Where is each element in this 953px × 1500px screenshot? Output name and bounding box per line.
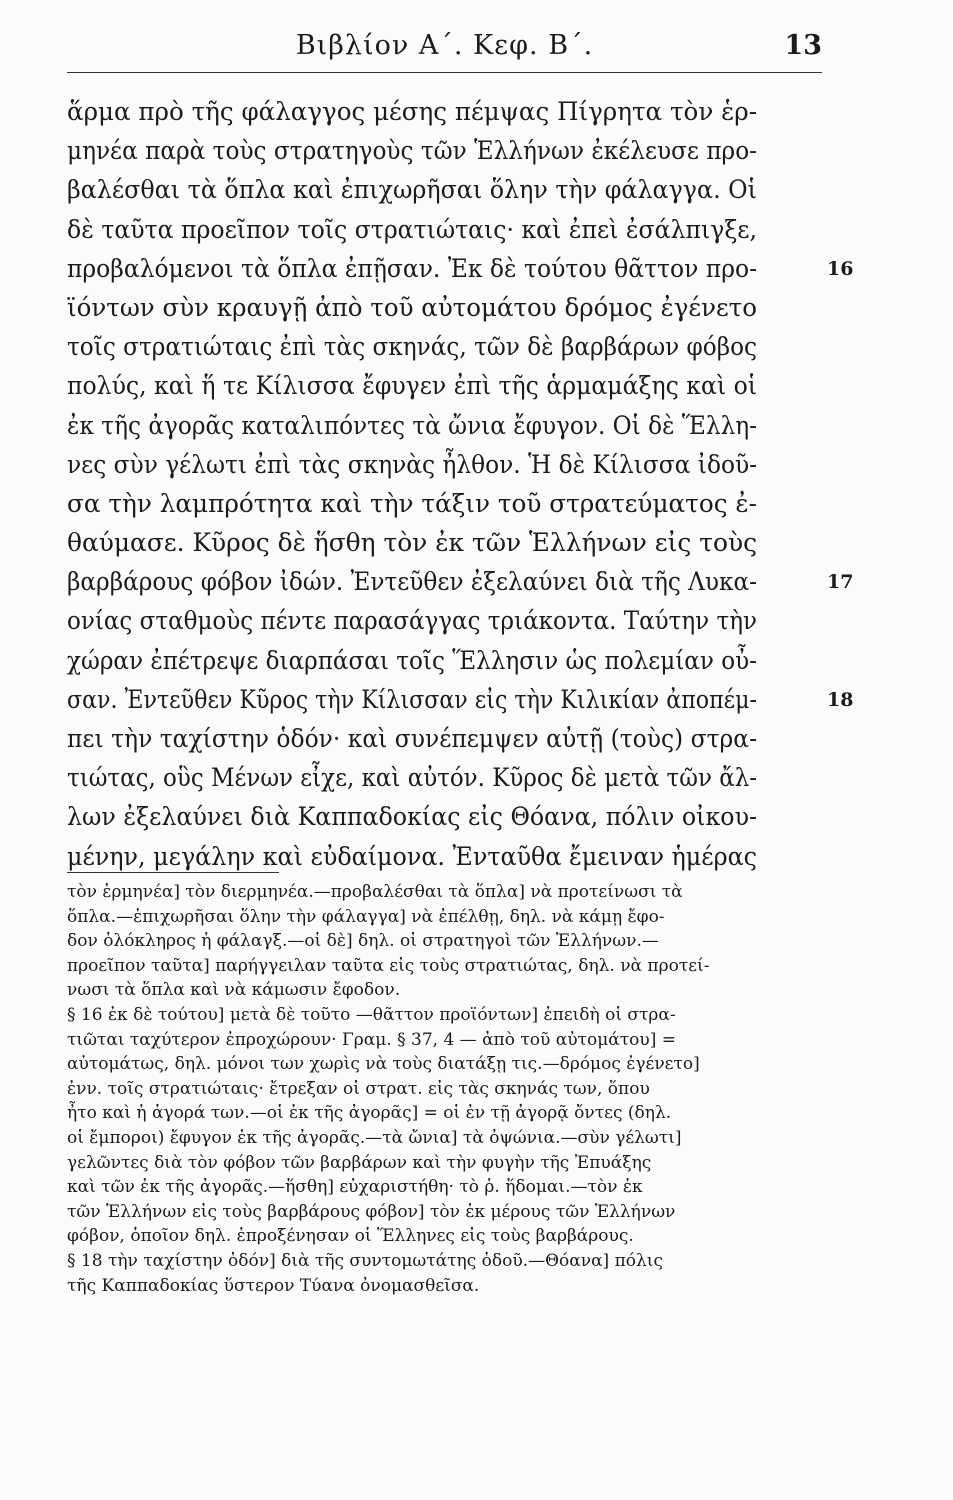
footnote-line [67,1249,822,1274]
text-line-content: μηνέα παρὰ τοὺς στρατηγοὺς τῶν Ἑλλήνων ἐκέλευσε προ- [67,136,757,167]
footnote-line-content: καὶ τῶν ἐκ τῆς ἀγορᾶς.—ἥσθη] εὐχαριστήθη· τὸ ῥ. ἥδομαι.—τὸν ἐκ [67,1177,643,1198]
text-line [67,563,854,602]
text-line-content: λων ἐξελαύνει διὰ Καππαδοκίας εἰς Θόανα, πόλιν οἰκου- [67,802,757,833]
footnote-line [67,1274,822,1299]
text-line-content: μένην, μεγάλην καὶ εὐδαίμονα. Ἐνταῦθα ἔμειναν ἡμέρας [67,841,757,872]
text-line [67,93,822,132]
text-line-content: προβαλόμενοι τὰ ὅπλα ἐπῇσαν. Ἐκ δὲ τούτου θᾶττον προ- [67,253,757,284]
footnote-line-content: δον ὁλόκληρος ἡ φάλαγξ.—οἱ δὲ] δηλ. οἱ στρατηγοὶ τῶν Ἑλλήνων.— [67,931,659,952]
footnote-line-content: § 16 ἐκ δὲ τούτου] μετὰ δὲ τοῦτο —θᾶττον προϊόντων] ἐπειδὴ οἱ στρα- [67,1004,676,1025]
section-number: 18 [827,688,854,711]
text-line-content: πολύς, καὶ ἥ τε Κίλισσα ἔφυγεν ἐπὶ τῆς ἁρμαμάξης καὶ οἱ [67,371,757,402]
text-line-content: ονίας σταθμοὺς πέντε παρασάγγας τριάκοντα. Ταύτην τὴν [67,606,757,637]
text-line [67,485,822,524]
footnote-line-content: τῆς Καππαδοκίας ὕστερον Τύανα ὀνομασθεῖσα. [67,1275,480,1296]
footnote-line [67,929,822,954]
page-header [67,28,822,68]
text-line-content: θαύμασε. Κῦρος δὲ ἥσθη τὸν ἐκ τῶν Ἑλλήνων εἰς τοὺς [67,528,757,559]
text-line-content: βαλέσθαι τὰ ὅπλα καὶ ἐπιχωρῆσαι ὅλην τὴν φάλαγγα. Οἱ [67,175,757,206]
text-line [67,446,822,485]
text-line [67,407,822,446]
running-head: Βιβλίον Α΄. Κεφ. Β΄. [295,30,594,61]
text-line [67,171,822,210]
text-line [67,524,822,563]
header-rule [67,72,822,73]
main-text [67,93,854,877]
text-line [67,289,822,328]
footnote-line-content: αὐτομάτως, δηλ. μόνοι των χωρὶς νὰ τοὺς διατάξῃ τις.—δρόμος ἐγένετο] [67,1054,700,1075]
text-line-content: ϊόντων σὺν κραυγῇ ἀπὸ τοῦ αὐτομάτου δρόμος ἐγένετο [67,292,757,323]
text-line-content: ἐκ τῆς ἀγορᾶς καταλιπόντες τὰ ὤνια ἔφυγον. Οἱ δὲ Ἕλλη- [67,410,757,441]
text-line-content: τιώτας, οὓς Μένων εἶχε, καὶ αὐτόν. Κῦρος δὲ μετὰ τῶν ἄλ- [67,763,757,794]
footnote-line-content: γελῶντες διὰ τὸν φόβον τῶν βαρβάρων καὶ τὴν φυγὴν τῆς Ἐπυάξης [67,1152,652,1173]
text-line-content: δὲ ταῦτα προεῖπον τοῖς στρατιώταις· καὶ ἐπεὶ ἐσάλπιγξε, [67,214,757,245]
footnote-line [67,1101,822,1126]
footnote-line-content: ὅπλα.—ἐπιχωρῆσαι ὅλην τὴν φάλαγγα] νὰ ἐπέλθῃ, δηλ. νὰ κάμῃ ἔφο- [67,906,665,927]
footnote-line [67,1077,822,1102]
footnote-line [67,1028,822,1053]
footnote-line [67,954,822,979]
text-line [67,681,854,720]
footnote-line [67,880,822,905]
text-line [67,211,822,250]
section-number: 17 [827,571,854,594]
page-number: 13 [784,30,822,61]
footnote-line-content: § 18 τὴν ταχίστην ὁδόν] διὰ τῆς συντομωτάτης ὁδοῦ.—Θόανα] πόλις [67,1250,663,1271]
text-line-content: σα τὴν λαμπρότητα καὶ τὴν τάξιν τοῦ στρατεύματος ἐ- [67,488,757,519]
text-line [67,798,822,837]
text-line-content: χώραν ἐπέτρεψε διαρπάσαι τοῖς Ἕλλησιν ὡς πολεμίαν οὖ- [67,645,757,676]
footnote-separator [67,872,279,873]
footnotes [67,880,822,1298]
footnote-line-content: φόβον, ὁποῖον δηλ. ἐπροξένησαν οἱ Ἕλληνες εἰς τοὺς βαρβάρους. [67,1226,634,1247]
footnote-line-content: ἦτο καὶ ἡ ἀγορά των.—οἱ ἐκ τῆς ἀγορᾶς] = οἱ ἐν τῇ ἀγορᾷ ὄντες (δηλ. [67,1103,672,1124]
text-line-content: σαν. Ἐντεῦθεν Κῦρος τὴν Κίλισσαν εἰς τὴν Κιλικίαν ἀποπέμ- [67,684,757,715]
footnote-line [67,1003,822,1028]
footnote-line-content: τὸν ἑρμηνέα] τὸν διερμηνέα.—προβαλέσθαι τὰ ὅπλα] νὰ προτείνωσι τὰ [67,882,683,902]
footnote-line [67,1200,822,1225]
footnote-line [67,1052,822,1077]
text-line [67,838,822,877]
footnote-line-content: ἐνν. τοῖς στρατιώταις· ἔτρεξαν οἱ στρατ. εἰς τὰς σκηνάς των, ὅπου [67,1078,650,1099]
text-line [67,720,822,759]
text-line-content: βαρβάρους φόβον ἰδών. Ἐντεῦθεν ἐξελαύνει διὰ τῆς Λυκα- [67,567,757,598]
text-line [67,642,822,681]
footnote-line-content: τῶν Ἑλλήνων εἰς τοὺς βαρβάρους φόβον] τὸν ἐκ μέρους τῶν Ἑλλήνων [67,1201,676,1222]
footnote-line [67,1175,822,1200]
text-line [67,367,822,406]
text-line [67,602,822,641]
text-line-content: πει τὴν ταχίστην ὁδόν· καὶ συνέπεμψεν αὐτῇ (τοὺς) στρα- [67,724,757,754]
text-line [67,132,822,171]
footnote-line-content: νωσι τὰ ὅπλα καὶ νὰ κάμωσιν ἔφοδον. [67,980,401,1001]
text-line [67,250,854,289]
footnote-line-content: οἱ ἔμποροι) ἔφυγον ἐκ τῆς ἀγορᾶς.—τὰ ὤνια] τὰ ὀψώνια.—σὺν γέλωτι] [67,1127,682,1148]
footnote-line [67,1224,822,1249]
footnote-line-content: τιῶται ταχύτερον ἐπροχώρουν· Γραμ. § 37, 4 — ἀπὸ τοῦ αὐτομάτου] = [67,1029,676,1050]
text-line [67,328,822,367]
footnote-line [67,1151,822,1176]
footnote-line [67,905,822,930]
section-number: 16 [827,257,854,280]
text-line [67,759,822,798]
footnote-line [67,1126,822,1151]
text-line-content: νες σὺν γέλωτι ἐπὶ τὰς σκηνὰς ἦλθον. Ἡ δὲ Κίλισσα ἰδοῦ- [67,449,757,480]
footnote-line [67,978,822,1003]
footnote-line-content: προεῖπον ταῦτα] παρήγγειλαν ταῦτα εἰς τοὺς στρατιώτας, δηλ. νὰ προτεί- [67,955,710,976]
text-line-content: ἅρμα πρὸ τῆς φάλαγγος μέσης πέμψας Πίγρητα τὸν ἑρ- [67,97,757,127]
text-line-content: τοῖς στρατιώταις ἐπὶ τὰς σκηνάς, τῶν δὲ βαρβάρων φόβος [67,332,757,363]
